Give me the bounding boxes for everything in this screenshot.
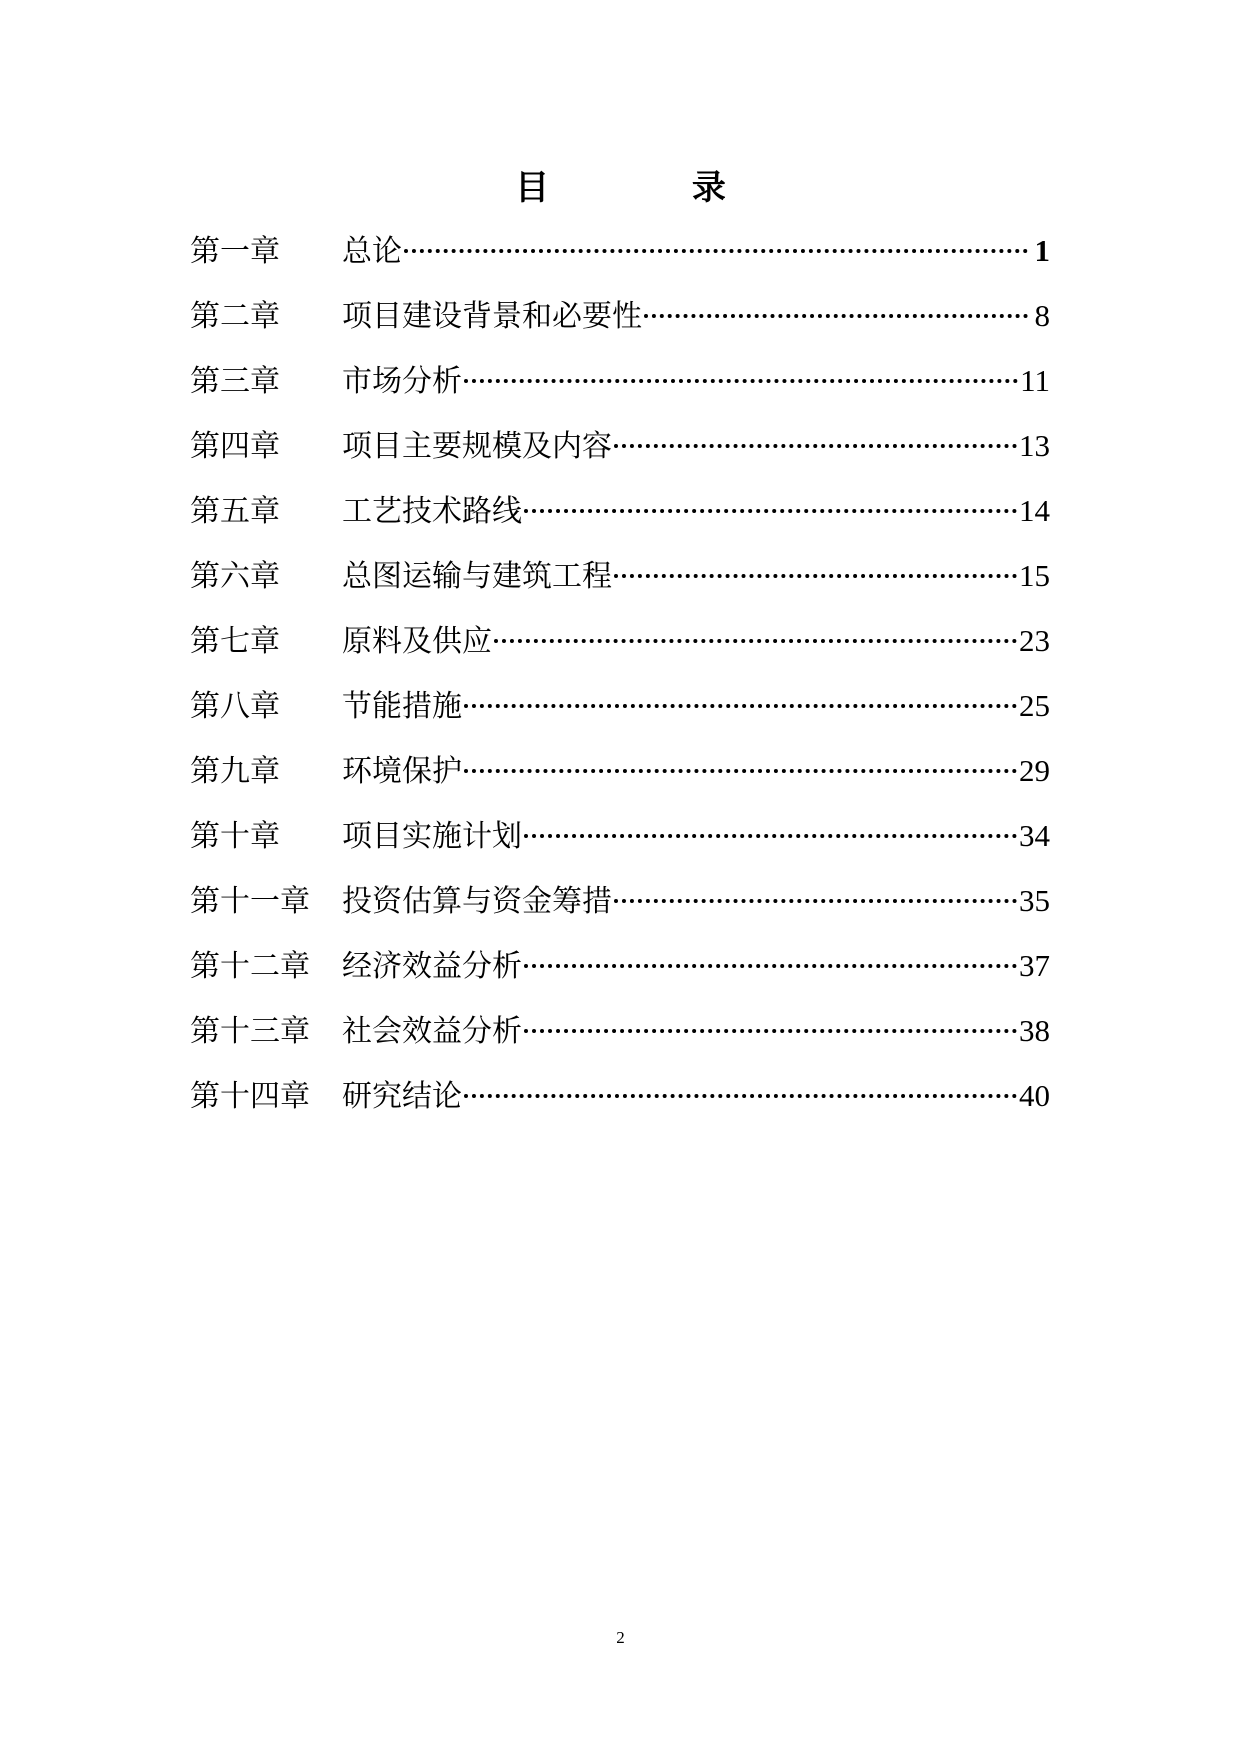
toc-page-number: 13: [1019, 428, 1050, 463]
toc-page-number: 37: [1019, 948, 1050, 983]
toc-chapter-label: 第十一章: [190, 884, 310, 919]
toc-chapter-title: 原料及供应: [342, 624, 492, 659]
toc-chapter-title: 项目主要规模及内容: [342, 429, 612, 464]
toc-dot-leader: [464, 361, 1018, 391]
toc-chapter-title: 研究结论: [342, 1079, 462, 1114]
toc-entry-5[interactable]: [190, 486, 1050, 551]
toc-page-number: 38: [1019, 1013, 1050, 1048]
toc-page-number: 23: [1019, 623, 1050, 658]
toc-entry-1[interactable]: [190, 226, 1050, 291]
toc-page-number: 29: [1019, 753, 1050, 788]
toc-page-number: 8: [1034, 298, 1050, 333]
toc-dot-leader: [614, 426, 1017, 456]
toc-chapter-label: 第十二章: [190, 949, 310, 984]
toc-chapter-title: 节能措施: [342, 689, 462, 724]
toc-dot-leader: [404, 231, 1028, 261]
toc-chapter-title: 总图运输与建筑工程: [342, 559, 612, 594]
toc-entry-11[interactable]: [190, 876, 1050, 941]
toc-chapter-label: 第十章: [190, 819, 280, 854]
toc-dot-leader: [614, 556, 1017, 586]
toc-entry-14[interactable]: [190, 1071, 1050, 1136]
toc-chapter-title: 投资估算与资金筹措: [342, 884, 612, 919]
toc-entry-6[interactable]: [190, 551, 1050, 616]
toc-page-number: 14: [1019, 493, 1050, 528]
toc-chapter-title: 总论: [342, 234, 402, 269]
toc-chapter-label: 第五章: [190, 494, 280, 529]
toc-entry-13[interactable]: [190, 1006, 1050, 1071]
toc-chapter-title: 市场分析: [342, 364, 462, 399]
toc-chapter-label: 第十三章: [190, 1014, 310, 1049]
toc-dot-leader: [524, 946, 1017, 976]
toc-dot-leader: [524, 816, 1017, 846]
toc-entry-9[interactable]: [190, 746, 1050, 811]
toc-dot-leader: [494, 621, 1017, 651]
toc-dot-leader: [614, 881, 1017, 911]
toc-page-number: 25: [1019, 688, 1050, 723]
toc-chapter-label: 第四章: [190, 429, 280, 464]
toc-entry-10[interactable]: [190, 811, 1050, 876]
table-of-contents: [190, 226, 1050, 1136]
toc-chapter-title: 经济效益分析: [342, 949, 522, 984]
toc-chapter-label: 第七章: [190, 624, 280, 659]
toc-page-number: 40: [1019, 1078, 1050, 1113]
toc-page-number: 1: [1034, 233, 1050, 268]
toc-title: 目 录: [515, 168, 781, 208]
toc-chapter-label: 第二章: [190, 299, 280, 334]
page-number: 2: [616, 1628, 625, 1647]
toc-dot-leader: [524, 491, 1017, 521]
toc-chapter-label: 第一章: [190, 234, 280, 269]
toc-chapter-title: 项目建设背景和必要性: [342, 299, 642, 334]
toc-chapter-label: 第六章: [190, 559, 280, 594]
toc-page-number: 34: [1019, 818, 1050, 853]
toc-dot-leader: [644, 296, 1028, 326]
toc-dot-leader: [524, 1011, 1017, 1041]
toc-chapter-title: 社会效益分析: [342, 1014, 522, 1049]
toc-dot-leader: [464, 1076, 1017, 1106]
toc-page-number: 11: [1020, 363, 1050, 398]
toc-entry-8[interactable]: [190, 681, 1050, 746]
toc-entry-4[interactable]: [190, 421, 1050, 486]
toc-chapter-title: 项目实施计划: [342, 819, 522, 854]
toc-dot-leader: [464, 751, 1017, 781]
toc-entry-7[interactable]: [190, 616, 1050, 681]
toc-page-number: 15: [1019, 558, 1050, 593]
toc-entry-2[interactable]: [190, 291, 1050, 356]
toc-dot-leader: [464, 686, 1017, 716]
toc-chapter-label: 第九章: [190, 754, 280, 789]
toc-entry-3[interactable]: [190, 356, 1050, 421]
toc-chapter-title: 环境保护: [342, 754, 462, 789]
toc-chapter-label: 第十四章: [190, 1079, 310, 1114]
toc-entry-12[interactable]: [190, 941, 1050, 1006]
toc-chapter-title: 工艺技术路线: [342, 494, 522, 529]
toc-page-number: 35: [1019, 883, 1050, 918]
toc-chapter-label: 第八章: [190, 689, 280, 724]
toc-chapter-label: 第三章: [190, 364, 280, 399]
